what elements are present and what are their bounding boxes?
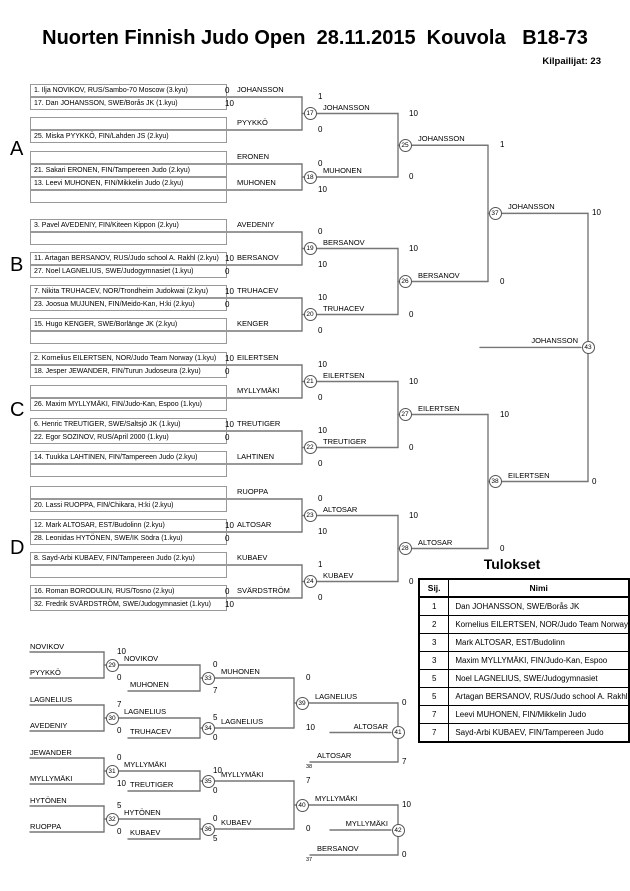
match-winner-label: ALTOSAR [323, 504, 358, 514]
feed-entrant-label: KUBAEV [130, 828, 161, 837]
match-winner-label: KUBAEV [323, 570, 354, 580]
entry-box [30, 190, 227, 203]
match-score-bottom: 0 [306, 824, 311, 833]
result-name: Kornelius EILERTSEN, NOR/Judo Team Norway [449, 616, 629, 634]
match-winner-label: TREUTIGER [323, 436, 367, 446]
entry-box: 26. Maxim MYLLYMÄKI, FIN/Judo-Kan, Espoo (1.kyu) [30, 398, 227, 411]
entry-box [30, 464, 227, 477]
round1-winner-label: MUHONEN [237, 178, 276, 187]
result-row [419, 688, 629, 706]
entry-box: 11. Artagan BERSANOV, RUS/Judo school A. Rakhl (2.kyu) [30, 252, 227, 265]
group-letter-d: D [10, 537, 25, 559]
match-score-bottom: 0 [409, 172, 414, 181]
group-letter-c: C [10, 399, 25, 421]
entry-box [30, 331, 227, 344]
result-row [419, 670, 629, 688]
entry-box: 2. Kornelius EILERTSEN, NOR/Judo Team Norway (1.kyu) [30, 352, 227, 365]
match-score-top: 0 [318, 227, 323, 236]
round1-winner-label: RUOPPA [237, 487, 269, 496]
result-row [419, 616, 629, 634]
result-place: 3 [419, 652, 449, 670]
match-score-bottom: 0 [318, 125, 323, 134]
match-node: 28 [399, 542, 412, 555]
match-node: 31 [106, 765, 119, 778]
match-winner-label: ALTOSAR [353, 721, 388, 731]
match-winner-label: MYLLYMÄKI [221, 770, 264, 779]
result-name: Noel LAGNELIUS, SWE/Judogymnasiet [449, 670, 629, 688]
entry-score: 0 [225, 367, 230, 376]
match-node: 25 [399, 139, 412, 152]
feed-entrant-label: MUHONEN [130, 680, 169, 689]
page-title: Nuorten Finnish Judo Open 28.11.2015 Kouvola B18-73 [42, 27, 588, 49]
match-score-bottom: 0 [213, 733, 218, 742]
match-score-bottom: 0 [318, 326, 323, 335]
match-node: 41 [392, 726, 405, 739]
result-name: Sayd-Arbi KUBAEV, FIN/Tampereen Judo [449, 724, 629, 743]
match-node: 22 [304, 441, 317, 454]
result-place: 5 [419, 670, 449, 688]
match-node: 37 [489, 207, 502, 220]
match-node: 40 [296, 799, 309, 812]
match-score-bottom: 0 [213, 786, 218, 795]
results-col-place: Sij. [419, 579, 449, 597]
results-col-name: Nimi [449, 579, 629, 597]
round1-winner-label: BERSANOV [237, 253, 279, 262]
match-node: 33 [202, 672, 215, 685]
entry-score: 10 [225, 99, 234, 108]
round1-winner-label: AVEDENIY [237, 220, 275, 229]
match-node: 21 [304, 375, 317, 388]
match-node: 18 [304, 171, 317, 184]
match-winner-label: NOVIKOV [124, 654, 159, 663]
result-place: 2 [419, 616, 449, 634]
match-score-top: 7 [306, 776, 311, 785]
match-winner-label: EILERTSEN [508, 470, 550, 480]
match-winner-label: TRUHACEV [323, 303, 365, 313]
match-node: 29 [106, 659, 119, 672]
entry-box [30, 232, 227, 245]
match-score-top: 5 [117, 801, 122, 810]
match-winner-label: BERSANOV [323, 237, 365, 247]
match-winner-label: JOHANSSON [531, 336, 578, 346]
match-score-bottom: 5 [213, 834, 218, 843]
results-title: Tulokset [483, 556, 541, 572]
result-place: 1 [419, 597, 449, 616]
match-score-top: 10 [500, 409, 509, 419]
entry-score: 10 [225, 287, 234, 296]
match-score-bottom: 0 [117, 673, 122, 682]
match-node: 42 [392, 824, 405, 837]
entry-score: 0 [225, 300, 230, 309]
match-node: 39 [296, 697, 309, 710]
entry-score: 10 [225, 600, 234, 609]
match-winner-label: EILERTSEN [418, 403, 460, 413]
match-score-top: 0 [117, 753, 122, 762]
entry-box: 23. Joosua MUJUNEN, FIN/Meido-Kan, H:ki (2.kyu) [30, 298, 227, 311]
result-row [419, 706, 629, 724]
match-node: 38 [489, 475, 502, 488]
result-row [419, 634, 629, 652]
match-winner-label: LAGNELIUS [124, 707, 167, 716]
repechage-entrant-label: NOVIKOV [30, 642, 65, 651]
match-winner-label: KUBAEV [221, 818, 252, 827]
entry-box: 20. Lassi RUOPPA, FIN/Chikara, H:ki (2.kyu) [30, 499, 227, 512]
match-node: 30 [106, 712, 119, 725]
round1-winner-label: ERONEN [237, 152, 270, 161]
match-score-top: 10 [213, 766, 222, 775]
entry-box: 28. Leonidas HYTÖNEN, SWE/IK Södra (1.kyu) [30, 532, 227, 545]
entry-score: 0 [225, 86, 230, 95]
result-place: 3 [419, 634, 449, 652]
entry-box [30, 565, 227, 578]
match-score-bottom: 0 [409, 309, 414, 319]
round1-winner-label: KUBAEV [237, 553, 268, 562]
match-score-top: 10 [409, 510, 418, 520]
match-score-bottom: 0 [402, 850, 407, 859]
match-winner-label: ALTOSAR [418, 537, 453, 547]
match-node: 23 [304, 509, 317, 522]
match-score-top: 10 [117, 647, 126, 656]
match-winner-label: MYLLYMÄKI [345, 819, 388, 828]
match-winner-label: MUHONEN [323, 166, 362, 175]
match-score-bottom: 0 [592, 476, 597, 486]
group-letter-b: B [10, 254, 24, 276]
entry-box: 25. Miska PYYKKÖ, FIN/Lahden JS (2.kyu) [30, 130, 227, 143]
match-node: 17 [304, 107, 317, 120]
entry-box: 18. Jesper JEWANDER, FIN/Turun Judoseura (2.kyu) [30, 365, 227, 378]
match-score-top: 0 [213, 814, 218, 823]
entry-score: 0 [225, 267, 230, 276]
match-score-bottom: 0 [318, 393, 323, 402]
result-row [419, 597, 629, 616]
match-score-top: 5 [213, 713, 218, 722]
match-score-top: 10 [402, 800, 411, 809]
match-node: 32 [106, 813, 119, 826]
entry-score: 0 [225, 534, 230, 543]
match-node: 36 [202, 823, 215, 836]
repechage-entrant-label: JEWANDER [30, 748, 72, 757]
round1-winner-label: TRUHACEV [237, 286, 279, 295]
match-score-bottom: 0 [117, 827, 122, 836]
repechage-entrant-label: AVEDENIY [30, 721, 68, 730]
match-winner-label: JOHANSSON [508, 202, 555, 212]
entry-box: 1. Ilja NOVIKOV, RUS/Sambo-70 Moscow (3.kyu) [30, 84, 227, 97]
match-node: 27 [399, 408, 412, 421]
entry-box [30, 486, 227, 499]
entry-box: 17. Dan JOHANSSON, SWE/Borås JK (1.kyu) [30, 97, 227, 110]
round1-winner-label: ALTOSAR [237, 520, 272, 529]
match-score-top: 10 [318, 293, 327, 302]
match-score-bottom: 7 [402, 757, 407, 766]
match-score-bottom: 10 [318, 185, 327, 194]
result-place: 5 [419, 688, 449, 706]
match-node: 26 [399, 275, 412, 288]
match-score-bottom: 0 [500, 276, 505, 286]
repechage-entrant-label: HYTÖNEN [30, 796, 67, 805]
feed-entrant-label: ALTOSAR [317, 751, 352, 760]
match-score-top: 0 [402, 698, 407, 707]
entry-box: 12. Mark ALTOSAR, EST/Budolinn (2.kyu) [30, 519, 227, 532]
match-node: 19 [304, 242, 317, 255]
entry-box: 7. Nikita TRUHACEV, NOR/Trondheim Judokwai (2.kyu) [30, 285, 227, 298]
entry-score: 0 [225, 587, 230, 596]
match-node: 20 [304, 308, 317, 321]
result-name: Dan JOHANSSON, SWE/Borås JK [449, 597, 629, 616]
results-table [418, 578, 630, 743]
match-score-top: 0 [213, 660, 218, 669]
result-name: Maxim MYLLYMÄKI, FIN/Judo-Kan, Espoo [449, 652, 629, 670]
match-score-bottom: 10 [306, 723, 315, 732]
results-header-row [419, 579, 629, 597]
match-winner-label: MYLLYMÄKI [315, 794, 358, 803]
match-score-bottom: 7 [213, 686, 218, 695]
result-row [419, 724, 629, 743]
feed-origin-number: 38 [306, 764, 313, 770]
result-place: 7 [419, 724, 449, 743]
round1-winner-label: PYYKKÖ [237, 118, 268, 127]
entry-score: 10 [225, 354, 234, 363]
match-score-top: 10 [409, 376, 418, 386]
match-score-bottom: 10 [117, 779, 126, 788]
match-score-top: 10 [318, 360, 327, 369]
entry-box: 21. Sakari ERONEN, FIN/Tampereen Judo (2.kyu) [30, 164, 227, 177]
match-winner-label: MYLLYMÄKI [124, 760, 167, 769]
repechage-entrant-label: RUOPPA [30, 822, 62, 831]
match-winner-label: LAGNELIUS [221, 717, 264, 726]
result-name: Mark ALTOSAR, EST/Budolinn [449, 634, 629, 652]
result-name: Leevi MUHONEN, FIN/Mikkelin Judo [449, 706, 629, 724]
match-score-top: 10 [592, 208, 601, 218]
entry-box [30, 151, 227, 164]
repechage-entrant-label: LAGNELIUS [30, 695, 73, 704]
match-winner-label: EILERTSEN [323, 370, 365, 380]
match-score-bottom: 0 [500, 543, 505, 553]
match-score-top: 7 [117, 700, 122, 709]
entry-box: 8. Sayd-Arbi KUBAEV, FIN/Tampereen Judo (2.kyu) [30, 552, 227, 565]
match-score-bottom: 10 [318, 260, 327, 269]
entry-box: 15. Hugo KENGER, SWE/Borlänge JK (2.kyu) [30, 318, 227, 331]
round1-winner-label: TREUTIGER [237, 419, 281, 428]
entry-box: 22. Egor SOZINOV, RUS/April 2000 (1.kyu) [30, 431, 227, 444]
entry-box: 32. Fredrik SVÄRDSTRÖM, SWE/Judogymnasiet (1.kyu) [30, 598, 227, 611]
round1-winner-label: EILERTSEN [237, 353, 279, 362]
round1-winner-label: KENGER [237, 319, 269, 328]
match-node: 35 [202, 775, 215, 788]
result-place: 7 [419, 706, 449, 724]
match-score-top: 1 [318, 92, 323, 101]
match-score-bottom: 0 [117, 726, 122, 735]
entry-box: 14. Tuukka LAHTINEN, FIN/Tampereen Judo (2.kyu) [30, 451, 227, 464]
group-letter-a: A [10, 138, 24, 160]
match-winner-label: LAGNELIUS [315, 692, 358, 701]
feed-origin-number: 37 [306, 857, 313, 863]
entry-score: 10 [225, 254, 234, 263]
entry-box [30, 117, 227, 130]
match-node: 24 [304, 575, 317, 588]
entry-box: 3. Pavel AVEDENIY, FIN/Kiteen Kippon (2.kyu) [30, 219, 227, 232]
match-score-top: 1 [318, 560, 323, 569]
match-winner-label: JOHANSSON [323, 102, 370, 112]
match-winner-label: MUHONEN [221, 667, 260, 676]
match-winner-label: HYTÖNEN [124, 808, 161, 817]
match-score-top: 10 [409, 108, 418, 118]
repechage-entrant-label: MYLLYMÄKI [30, 774, 73, 783]
match-score-top: 1 [500, 140, 505, 150]
match-score-bottom: 10 [318, 527, 327, 536]
entry-score: 10 [225, 420, 234, 429]
entry-box: 13. Leevi MUHONEN, FIN/Mikkelin Judo (2.kyu) [30, 177, 227, 190]
result-row [419, 652, 629, 670]
entry-box: 27. Noel LAGNELIUS, SWE/Judogymnasiet (1.kyu) [30, 265, 227, 278]
feed-entrant-label: TREUTIGER [130, 780, 174, 789]
repechage-entrant-label: PYYKKÖ [30, 668, 61, 677]
entry-box [30, 385, 227, 398]
result-name: Artagan BERSANOV, RUS/Judo school A. Rakhl [449, 688, 629, 706]
round1-winner-label: MYLLYMÄKI [237, 386, 280, 395]
entry-box: 6. Henric TREUTIGER, SWE/Saltsjö JK (1.kyu) [30, 418, 227, 431]
match-node: 34 [202, 722, 215, 735]
match-winner-label: BERSANOV [418, 270, 460, 280]
entry-score: 10 [225, 521, 234, 530]
round1-winner-label: SVÄRDSTRÖM [237, 586, 290, 595]
match-node: 43 [582, 341, 595, 354]
participants-count: Kilpailijat: 23 [542, 56, 601, 67]
match-score-top: 0 [318, 494, 323, 503]
feed-entrant-label: TRUHACEV [130, 727, 172, 736]
match-score-top: 10 [318, 426, 327, 435]
round1-winner-label: LAHTINEN [237, 452, 275, 461]
match-winner-label: JOHANSSON [418, 134, 465, 144]
entry-score: 0 [225, 433, 230, 442]
match-score-bottom: 0 [318, 593, 323, 602]
feed-entrant-label: BERSANOV [317, 844, 359, 853]
match-score-top: 10 [409, 243, 418, 253]
round1-winner-label: JOHANSSON [237, 85, 284, 94]
match-score-top: 0 [318, 159, 323, 168]
match-score-bottom: 0 [409, 442, 414, 452]
match-score-bottom: 0 [318, 459, 323, 468]
match-score-top: 0 [306, 673, 311, 682]
match-score-bottom: 0 [409, 576, 414, 586]
entry-box: 16. Roman BORODULIN, RUS/Tosno (2.kyu) [30, 585, 227, 598]
